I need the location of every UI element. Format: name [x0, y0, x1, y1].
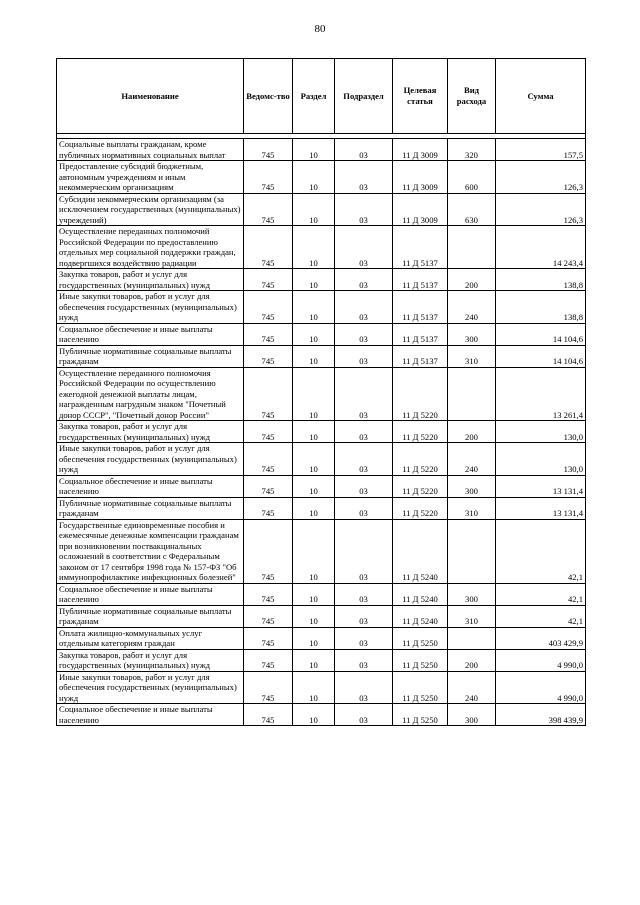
row-dept-cell: 745 — [244, 627, 293, 649]
row-sum-cell: 14 104,6 — [496, 345, 586, 367]
row-name-cell: Иные закупки товаров, работ и услуг для обеспечения государственных (муниципальных) нужд — [57, 443, 244, 476]
row-dept-cell: 745 — [244, 497, 293, 519]
row-section-cell: 10 — [293, 605, 335, 627]
row-sum-cell: 398 439,9 — [496, 704, 586, 726]
row-target-cell: 11 Д 5220 — [393, 475, 448, 497]
row-name-cell: Иные закупки товаров, работ и услуг для обеспечения государственных (муниципальных) нужд — [57, 291, 244, 324]
row-dept-cell: 745 — [244, 519, 293, 583]
row-subsection-cell: 03 — [335, 649, 393, 671]
table-row — [57, 475, 586, 497]
row-sum-cell: 13 131,4 — [496, 497, 586, 519]
table-row — [57, 497, 586, 519]
row-sum-cell: 4 990,0 — [496, 671, 586, 704]
row-section-cell: 10 — [293, 671, 335, 704]
row-type-cell: 630 — [448, 193, 496, 226]
row-sum-cell: 42,1 — [496, 605, 586, 627]
header-section: Раздел — [293, 59, 335, 134]
table-row — [57, 269, 586, 291]
row-dept-cell: 745 — [244, 269, 293, 291]
row-subsection-cell: 03 — [335, 323, 393, 345]
header-dept: Ведомс-тво — [244, 59, 293, 134]
row-name-cell: Публичные нормативные социальные выплаты гражданам — [57, 497, 244, 519]
row-dept-cell: 745 — [244, 704, 293, 726]
row-section-cell: 10 — [293, 291, 335, 324]
row-dept-cell: 745 — [244, 421, 293, 443]
row-name-cell: Социальное обеспечение и иные выплаты населению — [57, 475, 244, 497]
table-row — [57, 421, 586, 443]
row-target-cell: 11 Д 5250 — [393, 704, 448, 726]
row-section-cell: 10 — [293, 627, 335, 649]
row-target-cell: 11 Д 3009 — [393, 161, 448, 194]
row-section-cell: 10 — [293, 367, 335, 421]
row-subsection-cell: 03 — [335, 671, 393, 704]
row-name-cell: Публичные нормативные социальные выплаты гражданам — [57, 605, 244, 627]
row-section-cell: 10 — [293, 323, 335, 345]
row-name-cell: Оплата жилищно-коммунальных услуг отдельным категориям граждан — [57, 627, 244, 649]
row-dept-cell: 745 — [244, 671, 293, 704]
table-row — [57, 345, 586, 367]
row-name-cell: Государственные единовременные пособия и ежемесячные денежные компенсации гражданам при возникновении поствакцинальных осложнений в соответствии с Федеральным законом от 17 сентября 1998 года № 157-ФЗ "Об иммунопрофилактике инфекционных болезней" — [57, 519, 244, 583]
row-section-cell: 10 — [293, 475, 335, 497]
table-row — [57, 583, 586, 605]
row-type-cell: 240 — [448, 291, 496, 324]
row-type-cell: 240 — [448, 671, 496, 704]
row-section-cell: 10 — [293, 139, 335, 161]
row-section-cell: 10 — [293, 583, 335, 605]
row-section-cell: 10 — [293, 345, 335, 367]
row-dept-cell: 745 — [244, 475, 293, 497]
row-sum-cell: 130,0 — [496, 443, 586, 476]
row-section-cell: 10 — [293, 497, 335, 519]
row-target-cell: 11 Д 5220 — [393, 367, 448, 421]
row-type-cell: 200 — [448, 421, 496, 443]
row-name-cell: Закупка товаров, работ и услуг для государственных (муниципальных) нужд — [57, 421, 244, 443]
row-sum-cell: 14 104,6 — [496, 323, 586, 345]
row-name-cell: Осуществление переданного полномочия Российской Федерации по осуществлению ежегодной денежной выплаты лицам, награжденным нагрудным знаком "Почетный донор СССР", "Почетный донор России" — [57, 367, 244, 421]
row-sum-cell: 403 429,9 — [496, 627, 586, 649]
header-sum: Сумма — [496, 59, 586, 134]
row-target-cell: 11 Д 5137 — [393, 226, 448, 269]
row-target-cell: 11 Д 5220 — [393, 421, 448, 443]
row-dept-cell: 745 — [244, 345, 293, 367]
row-subsection-cell: 03 — [335, 627, 393, 649]
row-type-cell: 310 — [448, 497, 496, 519]
row-subsection-cell: 03 — [335, 193, 393, 226]
row-section-cell: 10 — [293, 443, 335, 476]
table-row — [57, 649, 586, 671]
table-row — [57, 671, 586, 704]
row-section-cell: 10 — [293, 704, 335, 726]
row-name-cell: Иные закупки товаров, работ и услуг для обеспечения государственных (муниципальных) нужд — [57, 671, 244, 704]
row-sum-cell: 138,8 — [496, 291, 586, 324]
row-subsection-cell: 03 — [335, 139, 393, 161]
row-name-cell: Социальное обеспечение и иные выплаты населению — [57, 704, 244, 726]
row-subsection-cell: 03 — [335, 291, 393, 324]
row-target-cell: 11 Д 3009 — [393, 139, 448, 161]
row-target-cell: 11 Д 3009 — [393, 193, 448, 226]
row-type-cell: 200 — [448, 649, 496, 671]
row-dept-cell: 745 — [244, 583, 293, 605]
row-subsection-cell: 03 — [335, 519, 393, 583]
row-name-cell: Публичные нормативные социальные выплаты гражданам — [57, 345, 244, 367]
row-name-cell: Закупка товаров, работ и услуг для государственных (муниципальных) нужд — [57, 649, 244, 671]
table-row — [57, 226, 586, 269]
row-subsection-cell: 03 — [335, 367, 393, 421]
row-type-cell: 310 — [448, 345, 496, 367]
row-type-cell: 200 — [448, 269, 496, 291]
row-type-cell: 300 — [448, 323, 496, 345]
row-dept-cell: 745 — [244, 226, 293, 269]
row-target-cell: 11 Д 5240 — [393, 583, 448, 605]
row-dept-cell: 745 — [244, 291, 293, 324]
row-target-cell: 11 Д 5220 — [393, 443, 448, 476]
row-section-cell: 10 — [293, 161, 335, 194]
table-row — [57, 627, 586, 649]
row-dept-cell: 745 — [244, 161, 293, 194]
row-name-cell: Закупка товаров, работ и услуг для государственных (муниципальных) нужд — [57, 269, 244, 291]
header-type: Вид расхода — [448, 59, 496, 134]
row-target-cell: 11 Д 5240 — [393, 519, 448, 583]
row-sum-cell: 138,8 — [496, 269, 586, 291]
row-dept-cell: 745 — [244, 193, 293, 226]
row-name-cell: Социальное обеспечение и иные выплаты населению — [57, 323, 244, 345]
header-target: Целевая статья — [393, 59, 448, 134]
row-name-cell: Субсидии некоммерческим организациям (за исключением государственных (муниципальных) учреждений) — [57, 193, 244, 226]
table-row — [57, 443, 586, 476]
row-dept-cell: 745 — [244, 443, 293, 476]
row-sum-cell: 14 243,4 — [496, 226, 586, 269]
row-sum-cell: 126,3 — [496, 161, 586, 194]
row-dept-cell: 745 — [244, 139, 293, 161]
row-type-cell: 300 — [448, 704, 496, 726]
row-sum-cell: 130,0 — [496, 421, 586, 443]
table-row — [57, 323, 586, 345]
row-subsection-cell: 03 — [335, 704, 393, 726]
table-row — [57, 704, 586, 726]
row-subsection-cell: 03 — [335, 605, 393, 627]
table-row — [57, 291, 586, 324]
row-sum-cell: 157,5 — [496, 139, 586, 161]
row-subsection-cell: 03 — [335, 345, 393, 367]
row-target-cell: 11 Д 5240 — [393, 605, 448, 627]
row-dept-cell: 745 — [244, 649, 293, 671]
row-sum-cell: 42,1 — [496, 519, 586, 583]
row-subsection-cell: 03 — [335, 421, 393, 443]
row-section-cell: 10 — [293, 226, 335, 269]
row-subsection-cell: 03 — [335, 161, 393, 194]
row-target-cell: 11 Д 5137 — [393, 269, 448, 291]
table-row — [57, 161, 586, 194]
row-sum-cell: 42,1 — [496, 583, 586, 605]
row-type-cell: 600 — [448, 161, 496, 194]
row-type-cell — [448, 627, 496, 649]
row-type-cell: 310 — [448, 605, 496, 627]
table-row — [57, 367, 586, 421]
row-type-cell: 320 — [448, 139, 496, 161]
table-row — [57, 193, 586, 226]
row-sum-cell: 13 131,4 — [496, 475, 586, 497]
row-section-cell: 10 — [293, 649, 335, 671]
row-dept-cell: 745 — [244, 605, 293, 627]
row-type-cell — [448, 226, 496, 269]
row-subsection-cell: 03 — [335, 497, 393, 519]
row-name-cell: Осуществление переданных полномочий Российской Федерации по предоставлению отдельных мер социальной поддержки граждан, подвергшихся воздействию радиации — [57, 226, 244, 269]
table-row — [57, 605, 586, 627]
row-target-cell: 11 Д 5250 — [393, 649, 448, 671]
row-sum-cell: 4 990,0 — [496, 649, 586, 671]
row-sum-cell: 126,3 — [496, 193, 586, 226]
header-name: Наименование — [57, 59, 244, 134]
row-subsection-cell: 03 — [335, 226, 393, 269]
row-name-cell: Социальные выплаты гражданам, кроме публичных нормативных социальных выплат — [57, 139, 244, 161]
row-subsection-cell: 03 — [335, 443, 393, 476]
row-type-cell: 300 — [448, 475, 496, 497]
row-subsection-cell: 03 — [335, 583, 393, 605]
table-row — [57, 519, 586, 583]
row-section-cell: 10 — [293, 269, 335, 291]
row-subsection-cell: 03 — [335, 475, 393, 497]
header-subsection: Подраздел — [335, 59, 393, 134]
table-body — [57, 134, 586, 726]
row-name-cell: Социальное обеспечение и иные выплаты населению — [57, 583, 244, 605]
row-section-cell: 10 — [293, 519, 335, 583]
row-target-cell: 11 Д 5137 — [393, 323, 448, 345]
row-name-cell: Предоставление субсидий бюджетным, автономным учреждениям и иным некоммерческим организациям — [57, 161, 244, 194]
row-target-cell: 11 Д 5250 — [393, 671, 448, 704]
row-target-cell: 11 Д 5137 — [393, 291, 448, 324]
row-target-cell: 11 Д 5250 — [393, 627, 448, 649]
row-target-cell: 11 Д 5137 — [393, 345, 448, 367]
row-section-cell: 10 — [293, 193, 335, 226]
table-header-row — [57, 59, 586, 134]
row-target-cell: 11 Д 5220 — [393, 497, 448, 519]
row-subsection-cell: 03 — [335, 269, 393, 291]
page-number: 80 — [314, 23, 326, 35]
row-type-cell: 300 — [448, 583, 496, 605]
row-type-cell: 240 — [448, 443, 496, 476]
row-dept-cell: 745 — [244, 323, 293, 345]
row-type-cell — [448, 367, 496, 421]
row-dept-cell: 745 — [244, 367, 293, 421]
row-sum-cell: 13 261,4 — [496, 367, 586, 421]
table-row — [57, 139, 586, 161]
row-section-cell: 10 — [293, 421, 335, 443]
budget-table — [56, 58, 586, 726]
row-type-cell — [448, 519, 496, 583]
